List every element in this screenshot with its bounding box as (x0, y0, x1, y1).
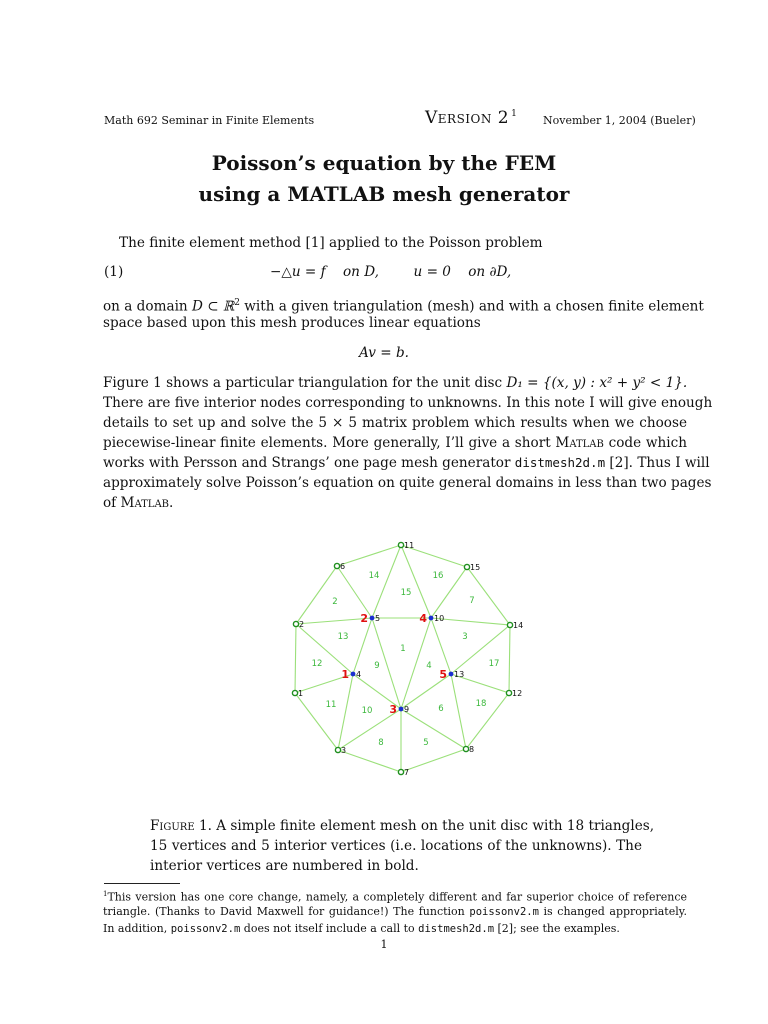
mesh-edge (451, 674, 466, 749)
boundary-vertex (335, 747, 340, 752)
page-number: 1 (380, 938, 388, 951)
code-filename: poissonv2.m (469, 906, 539, 918)
text-run: piecewise-linear finite elements. More generally, I’ll give a short (103, 435, 556, 451)
code-filename: distmesh2d.m (514, 455, 606, 470)
vertex-label: 11 (404, 541, 415, 550)
boundary-vertex (464, 564, 469, 569)
text-run: with a given triangulation (mesh) and with a chosen finite element (239, 298, 704, 315)
footnote-rule (104, 883, 180, 884)
footnote-line-3 (103, 920, 687, 937)
triangle-label: 4 (426, 661, 432, 671)
triangle-label: 16 (432, 571, 444, 581)
text-run: is changed appropriately. (538, 905, 687, 918)
boundary-vertex (398, 769, 403, 774)
boundary-vertex (463, 746, 468, 751)
text-run: In addition, (103, 922, 171, 935)
triangle-label: 9 (374, 661, 380, 671)
vertex-label: 8 (469, 745, 475, 754)
matlab-name: Matlab (555, 435, 604, 451)
vertex-label: 15 (470, 563, 481, 572)
footnote-line-2 (103, 903, 687, 920)
text-run: code which (603, 435, 687, 451)
triangle-label: 6 (438, 704, 444, 714)
vertex-label: 13 (454, 670, 465, 679)
text-run: [2]. Thus I will (605, 455, 710, 471)
mesh-figure (285, 538, 525, 778)
interior-vertex (351, 672, 356, 677)
triangle-label: 11 (325, 700, 337, 710)
math-run: D ⊂ ℝ (192, 298, 235, 315)
linear-system-equation: Av = b. (358, 345, 409, 361)
boundary-vertex (506, 690, 511, 695)
title-line-2: using a MATLAB mesh generator (198, 182, 570, 206)
vertex-label: 1 (298, 689, 304, 698)
triangle-label: 10 (361, 706, 373, 716)
text-run: . (169, 495, 174, 511)
paragraph-domain (103, 293, 704, 333)
interior-vertex (399, 707, 404, 712)
para2-line-7 (103, 493, 687, 513)
vertex-label: 9 (404, 705, 410, 714)
triangle-label: 17 (488, 659, 500, 669)
triangle-label: 14 (368, 571, 380, 581)
code-filename: distmesh2d.m (418, 923, 495, 935)
mesh-edge (338, 750, 401, 772)
mesh-edge (401, 545, 431, 618)
footnote-mark: 1 (103, 890, 108, 898)
para2-line-1 (103, 373, 687, 393)
exponent: 2 (234, 298, 240, 308)
figure-caption (150, 816, 655, 876)
para2-line-4 (103, 433, 687, 453)
interior-vertex-number: 5 (439, 668, 447, 681)
header-version (425, 108, 517, 128)
version-footnote-mark: 1 (511, 109, 518, 120)
vertex-label: 5 (375, 614, 381, 623)
mesh-edge (337, 545, 401, 566)
text-run: of (103, 495, 121, 511)
vertex-label: 10 (434, 614, 445, 623)
interior-vertex (449, 672, 454, 677)
triangle-label: 7 (469, 596, 475, 606)
para1-line-2: space based upon this mesh produces linear equations (103, 315, 481, 331)
para1-line-1 (103, 293, 704, 315)
interior-vertex-number: 4 (419, 612, 427, 625)
code-filename: poissonv2.m (170, 923, 241, 935)
mesh-edge (401, 709, 466, 749)
para2-line-5 (103, 453, 710, 473)
header-date: November 1, 2004 (Bueler) (543, 114, 696, 127)
triangle-label: 13 (337, 632, 349, 642)
mesh-edge (509, 625, 510, 693)
mesh-edge (431, 618, 451, 674)
triangle-label: 3 (462, 632, 468, 642)
text-run: does not itself include a call to (240, 922, 419, 935)
interior-vertex (429, 616, 434, 621)
triangle-label: 5 (423, 738, 429, 748)
figure-label: Figure 1. (150, 818, 212, 834)
equation-number: (1) (104, 264, 124, 280)
vertex-label: 2 (299, 620, 305, 629)
footnote (103, 886, 687, 937)
matlab-name: Matlab (120, 495, 170, 511)
caption-line-2: 15 vertices and 5 interior vertices (i.e. locations of the unknowns). The (150, 838, 642, 854)
text-run: Figure 1 shows a particular triangulation for the unit disc (103, 375, 507, 391)
header-course: Math 692 Seminar in Finite Elements (104, 114, 315, 127)
triangle-label: 18 (475, 699, 487, 709)
text-run: This version has one core change, namely, a completely different and far superior choice of reference (107, 890, 687, 904)
mesh-edge (451, 625, 510, 674)
para2-line-6: approximately solve Poisson’s equation on quite general domains in less than two pages (103, 475, 712, 491)
boundary-vertex (293, 621, 298, 626)
text-run: [2]; see the examples. (494, 922, 620, 935)
vertex-label: 7 (404, 768, 410, 777)
text-run: works with Persson and Strangs’ one page mesh generator (103, 455, 515, 471)
triangle-label: 15 (400, 588, 412, 598)
triangle-label: 1 (400, 644, 406, 654)
mesh-edge (372, 545, 401, 618)
intro-sentence: The finite element method [1] applied to the Poisson problem (119, 235, 543, 251)
boundary-vertex (292, 690, 297, 695)
interior-vertex-number: 1 (341, 668, 349, 681)
text-run: on a domain (103, 298, 192, 315)
triangle-label: 2 (332, 597, 338, 607)
mesh-edge (401, 749, 466, 772)
mesh-edge (338, 674, 353, 750)
vertex-label: 12 (512, 689, 523, 698)
interior-vertex (370, 616, 375, 621)
title-line-1: Poisson’s equation by the FEM (211, 151, 557, 175)
para2-line-2: There are five interior nodes corresponding to unknowns. In this note I will give enough (103, 395, 713, 411)
version-text: Version 2 (425, 108, 510, 128)
text-run: triangle. (Thanks to David Maxwell for guidance!) The function (103, 905, 470, 918)
mesh-edge (466, 693, 509, 749)
boundary-vertex (398, 542, 403, 547)
vertex-label: 3 (341, 746, 347, 755)
interior-vertex-number: 3 (389, 703, 397, 716)
math-run: D₁ = {(x, y) : x² + y² < 1}. (506, 375, 688, 391)
para2-line-3: details to set up and solve the 5 × 5 matrix problem which results when we choose (103, 415, 687, 431)
mesh-edge (296, 566, 337, 624)
text-run: A simple finite element mesh on the unit disc with 18 triangles, (211, 818, 655, 834)
poisson-equation: −△u = f on D, u = 0 on ∂D, (270, 264, 512, 280)
triangle-label: 12 (311, 659, 323, 669)
caption-line-3: interior vertices are numbered in bold. (150, 858, 419, 874)
caption-line-1 (150, 816, 655, 836)
boundary-vertex (507, 622, 512, 627)
paragraph-figure-description (103, 373, 713, 513)
footnote-line-1 (103, 886, 687, 903)
mesh-edge (337, 566, 372, 618)
boundary-vertex (334, 563, 339, 568)
mesh-edge (353, 618, 372, 674)
triangle-label: 8 (378, 738, 384, 748)
mesh-edge (295, 624, 296, 693)
vertex-label: 14 (513, 621, 524, 630)
interior-vertex-number: 2 (360, 612, 368, 625)
vertex-label: 6 (340, 562, 346, 571)
vertex-label: 4 (356, 670, 362, 679)
